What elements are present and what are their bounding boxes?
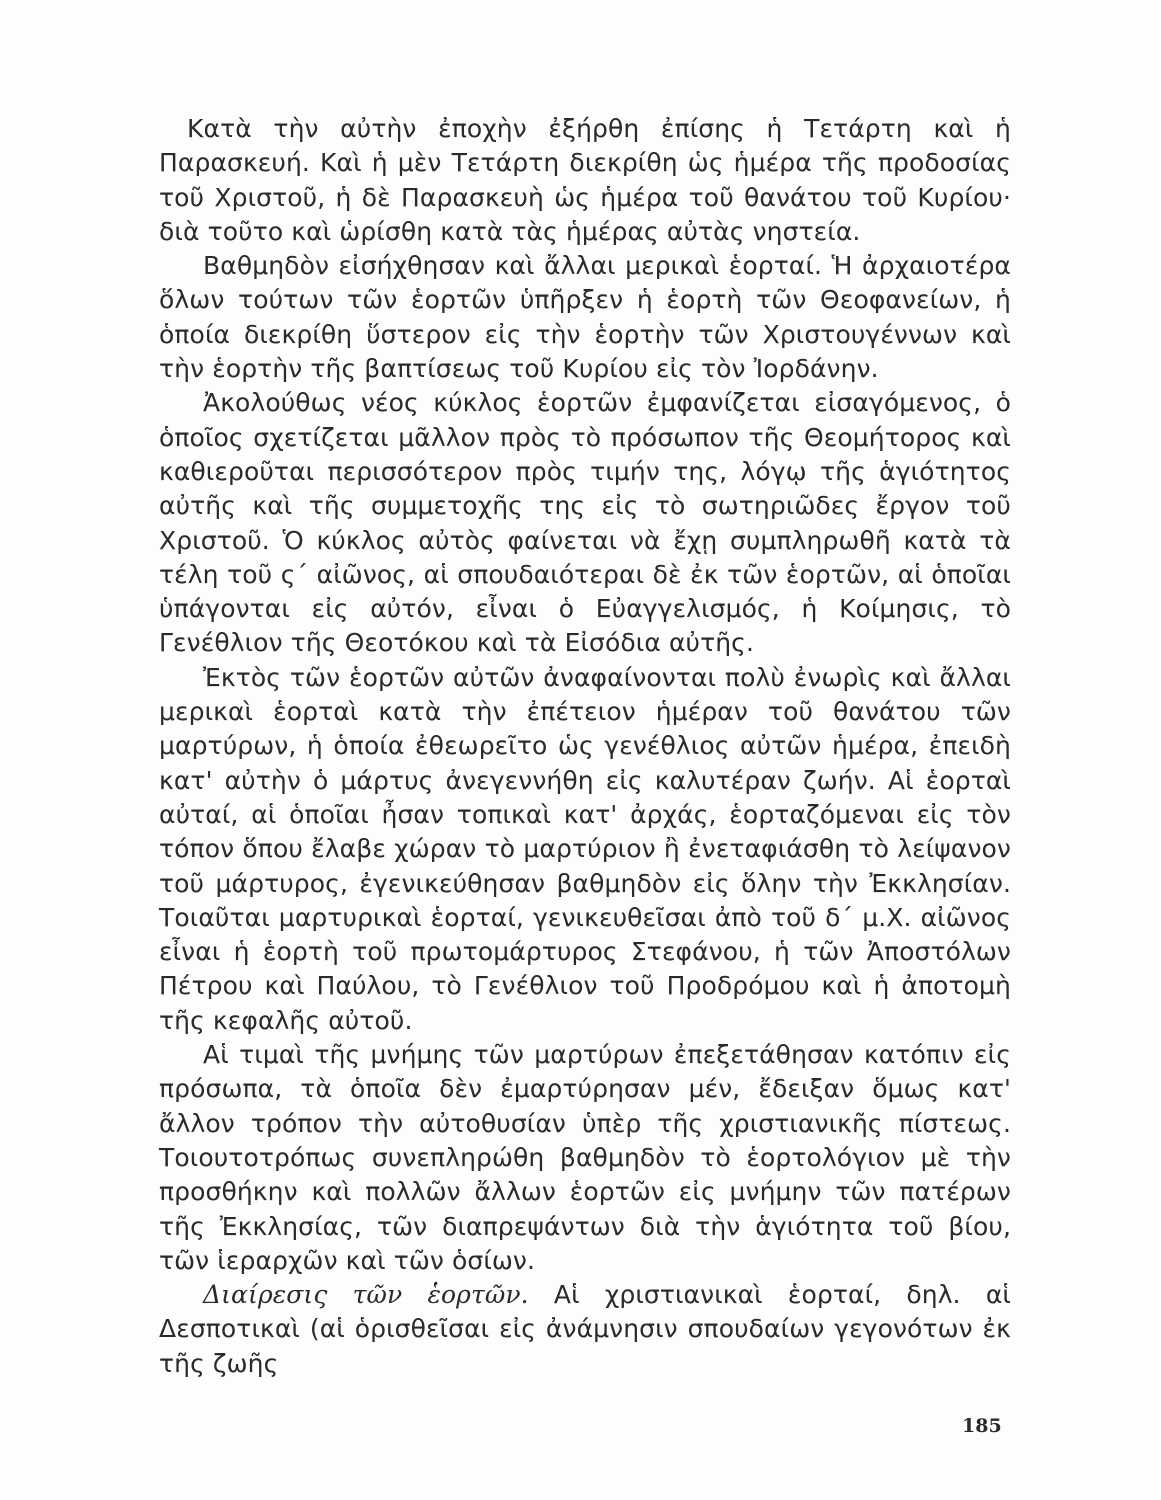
paragraph: Βαθμηδὸν εἰσήχθησαν καὶ ἄλλαι μερικαὶ ἑορταί. Ἡ ἀρχαιοτέρα ὅλων τούτων τῶν ἑορτῶν ὑπῆρξεν ἡ ἑορτὴ τῶν Θεοφανείων, ἡ ὁποία διεκρίθη ὕστερον εἰς τὴν ἑορτὴν τῶν Χριστουγέννων καὶ τὴν ἑορτὴν τῆς βαπτίσεως τοῦ Κυρίου εἰς τὸν Ἰορδάνην. (159, 251, 1011, 384)
paragraph: Ἀκολούθως νέος κύκλος ἑορτῶν ἐμφανίζεται εἰσαγόμενος, ὁ ὁποῖος σχετίζεται μᾶλλον πρὸς τὸ πρόσωπον τῆς Θεομήτορος καὶ καθιεροῦται περισσότερον πρὸς τιμήν της, λόγῳ τῆς ἁγιότητος αὐτῆς καὶ τῆς συμμετοχῆς της εἰς τὸ σωτηριῶδες ἔργον τοῦ Χριστοῦ. Ὁ κύκλος αὐτὸς φαίνεται νὰ ἔχῃ συμπληρωθῆ κατὰ τὰ τέλη τοῦ ς΄ αἰῶνος, αἱ σπουδαιότεραι δὲ ἐκ τῶν ἑορτῶν, αἱ ὁποῖαι ὑπάγονται εἰς αὐτόν, εἶναι ὁ Εὐαγγελισμός, ἡ Κοίμησις, τὸ Γενέθλιον τῆς Θεοτόκου καὶ τὰ Εἰσόδια αὐτῆς. (159, 388, 1011, 658)
body-text (159, 112, 1011, 1381)
page-number: 185 (962, 1415, 1002, 1437)
section-heading: Διαίρεσις τῶν ἑορτῶν. (203, 1280, 529, 1310)
paragraph (159, 1278, 1011, 1381)
paragraph: Αἱ τιμαὶ τῆς μνήμης τῶν μαρτύρων ἐπεξετάθησαν κατόπιν εἰς πρόσωπα, τὰ ὁποῖα δὲν ἐμαρτύρησαν μέν, ἔδειξαν ὅμως κατ' ἄλλον τρόπον τὴν αὐτοθυσίαν ὑπὲρ τῆς χριστιανικῆς πίστεως. Τοιουτοτρόπως συνεπληρώθη βαθμηδὸν τὸ ἑορτολόγιον μὲ τὴν προσθήκην καὶ πολλῶν ἄλλων ἑορτῶν εἰς μνήμην τῶν πατέρων τῆς Ἐκκλησίας, τῶν διαπρεψάντων διὰ τὴν ἁγιότητα τοῦ βίου, τῶν ἱεραρχῶν καὶ τῶν ὁσίων. (159, 1040, 1011, 1275)
paragraph: Ἐκτὸς τῶν ἑορτῶν αὐτῶν ἀναφαίνονται πολὺ ἐνωρὶς καὶ ἄλλαι μερικαὶ ἑορταὶ κατὰ τὴν ἐπέτειον ἡμέραν τοῦ θανάτου τῶν μαρτύρων, ἡ ὁποία ἐθεωρεῖτο ὡς γενέθλιος αὐτῶν ἡμέρα, ἐπειδὴ κατ' αὐτὴν ὁ μάρτυς ἀνεγεννήθη εἰς καλυτέραν ζωήν. Αἱ ἑορταὶ αὐταί, αἱ ὁποῖαι ἦσαν τοπικαὶ κατ' ἀρχάς, ἑορταζόμεναι εἰς τὸν τόπον ὅπου ἔλαβε χώραν τὸ μαρτύριον ἢ ἐνεταφιάσθη τὸ λείψανον τοῦ μάρτυρος, ἐγενικεύθησαν βαθμηδὸν εἰς ὅλην τὴν Ἐκκλησίαν. Τοιαῦται μαρτυρικαὶ ἑορταί, γενικευθεῖσαι ἀπὸ τοῦ δ΄ μ.Χ. αἰῶνος εἶναι ἡ ἑορτὴ τοῦ πρωτομάρτυρος Στεφάνου, ἡ τῶν Ἀποστόλων Πέτρου καὶ Παύλου, τὸ Γενέθλιον τοῦ Προδρόμου καὶ ἡ ἀποτομὴ τῆς κεφαλῆς αὐτοῦ. (159, 662, 1011, 1035)
paragraph: Κατὰ τὴν αὐτὴν ἐποχὴν ἐξήρθη ἐπίσης ἡ Τετάρτη καὶ ἡ Παρασκευή. Καὶ ἡ μὲν Τετάρτη διεκρίθη ὡς ἡμέρα τῆς προδοσίας τοῦ Χριστοῦ, ἡ δὲ Παρασκευὴ ὡς ἡμέρα τοῦ θανάτου τοῦ Κυρίου· διὰ τοῦτο καὶ ὡρίσθη κατὰ τὰς ἡμέρας αὐτὰς νηστεία. (159, 114, 1011, 246)
paragraph-text: Αἱ χριστιανικαὶ ἑορταί, δηλ. αἱ Δεσποτικαὶ (αἱ ὁρισθεῖσαι εἰς ἀνάμνησιν σπουδαίων γεγονότων ἐκ τῆς ζωῆς (159, 1280, 1011, 1378)
